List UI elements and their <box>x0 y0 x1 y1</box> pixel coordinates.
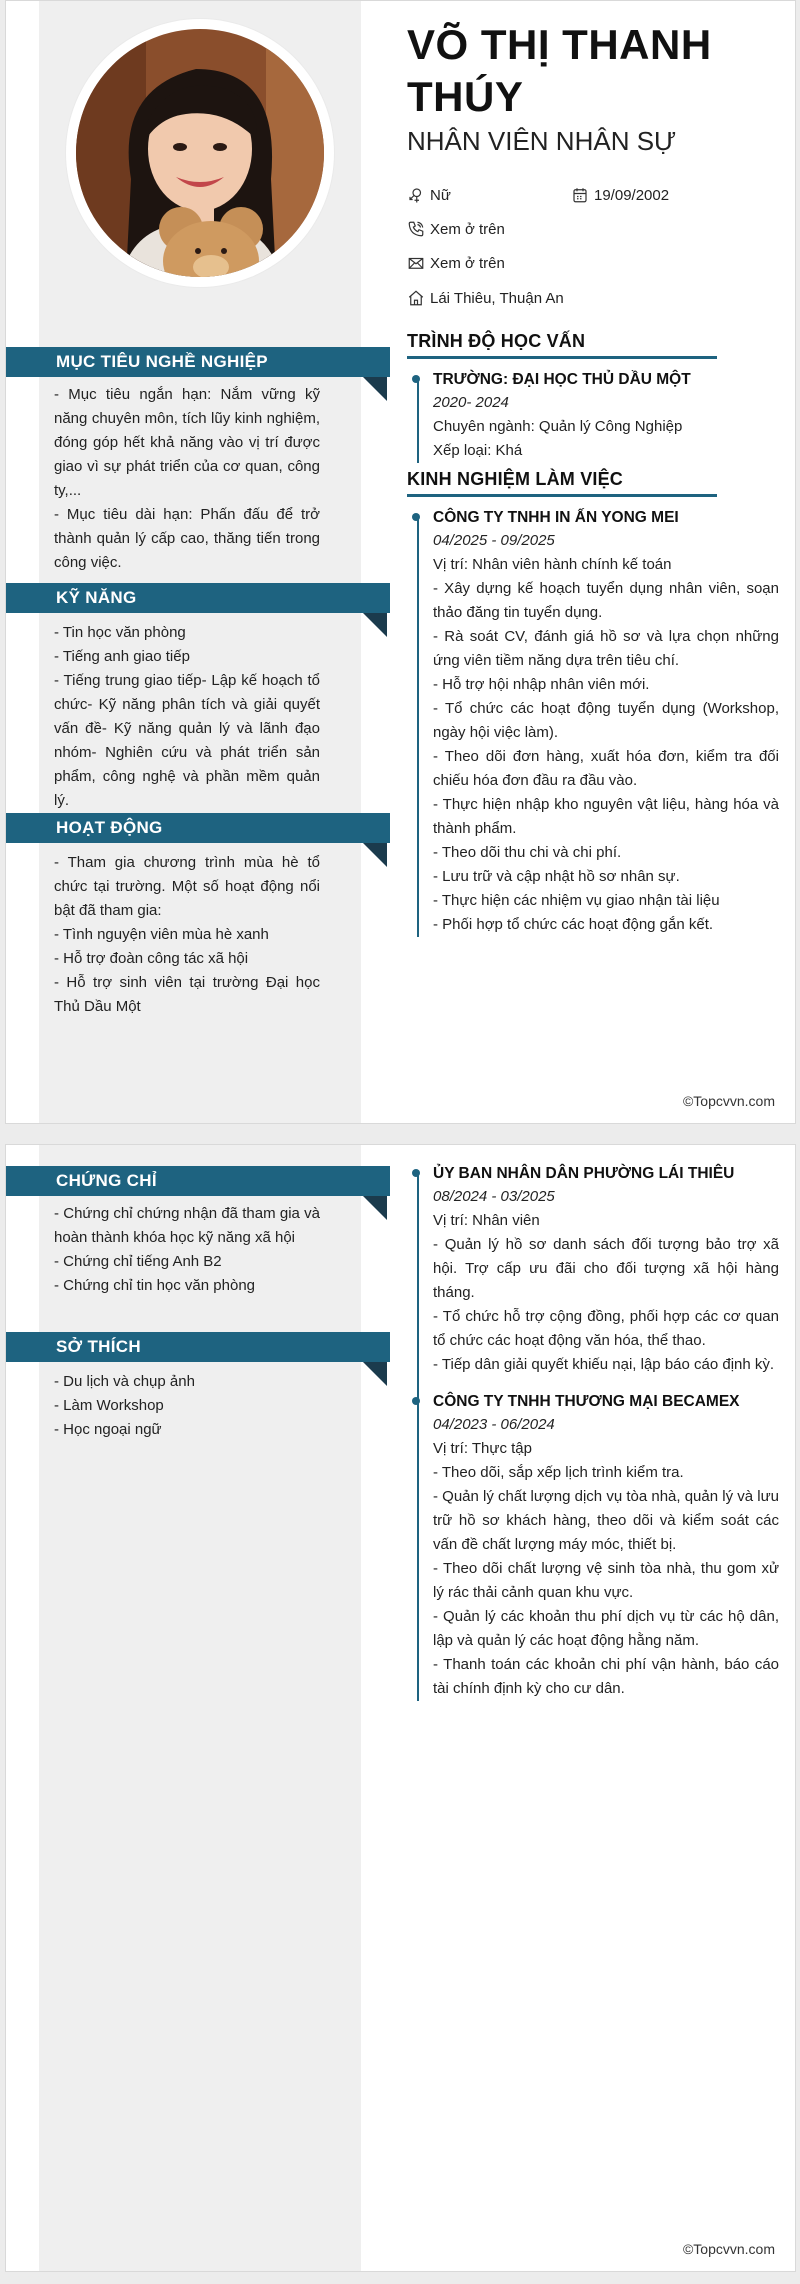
experience-line: Vị trí: Nhân viên <box>433 1212 540 1229</box>
activities-line: - Tham gia chương trình mùa hè tổ chức tại trường. Một số hoạt động nổi bật đã tham gia: <box>54 854 320 919</box>
cv-page-1 <box>5 0 796 1124</box>
section-band-hobbies: SỞ THÍCH <box>6 1332 390 1362</box>
experience-line: - Quản lý chất lượng dịch vụ tòa nhà, quản lý và lưu trữ hồ sơ khách hàng, theo dõi và kiểm soát các vấn đề chất lượng máy móc, thiết bị. <box>433 1488 779 1553</box>
info-email <box>407 254 505 272</box>
experience-line: Vị trí: Thực tập <box>433 1440 532 1457</box>
education-date: 2020- 2024 <box>433 394 509 411</box>
activities-text <box>54 851 320 1019</box>
section-band-certificates: CHỨNG CHỈ <box>6 1166 390 1196</box>
calendar-icon <box>571 186 589 204</box>
experience-line: - Tổ chức hỗ trợ cộng đồng, phối hợp các cơ quan tổ chức các hoạt động văn hóa, thể thao. <box>433 1308 779 1349</box>
band-fold-skills <box>363 613 387 637</box>
objective-line: - Mục tiêu dài hạn: Phấn đấu để trở thành quản lý cấp cao, thăng tiến trong công việc. <box>54 506 320 571</box>
education-timeline <box>407 369 779 463</box>
timeline-dot <box>412 1169 420 1177</box>
section-band-skills: KỸ NĂNG <box>6 583 390 613</box>
candidate-title: NHÂN VIÊN NHÂN SỰ <box>407 126 677 156</box>
experience-line: - Xây dựng kế hoạch tuyển dụng nhân viên, soạn thảo đăng tin tuyển dụng. <box>433 580 779 621</box>
experience-line: - Theo dõi chất lượng vệ sinh tòa nhà, thu gom xử lý rác thải cảnh quan khu vực. <box>433 1560 779 1601</box>
experience-line: - Theo dõi đơn hàng, xuất hóa đơn, kiểm tra đối chiếu hóa đơn đầu ra đầu vào. <box>433 748 779 789</box>
info-address <box>407 289 564 307</box>
education-line: Xếp loại: Khá <box>433 442 523 459</box>
email-value: Xem ở trên <box>430 254 505 272</box>
company-name: CÔNG TY TNHH THƯƠNG MẠI BECAMEX <box>433 1393 740 1410</box>
band-fold-activities <box>363 843 387 867</box>
experience-line: - Lưu trữ và cập nhật hồ sơ nhân sự. <box>433 868 680 885</box>
education-title: TRÌNH ĐỘ HỌC VẤN <box>407 331 717 359</box>
experience-entry <box>433 1391 779 1701</box>
certificates-text <box>54 1202 320 1298</box>
footer-watermark: ©Topcvvn.com <box>682 2241 775 2257</box>
skills-line: - Tiếng anh giao tiếp <box>54 648 190 665</box>
experience-entry <box>433 1163 779 1377</box>
hobbies-line: - Du lịch và chụp ảnh <box>54 1373 195 1390</box>
school-name: TRƯỜNG: ĐẠI HỌC THỦ DẦU MỘT <box>433 371 691 388</box>
experience-section-continued <box>407 1163 779 1709</box>
phone-icon <box>407 220 425 238</box>
experience-date: 04/2025 - 09/2025 <box>433 532 555 549</box>
experience-timeline-1 <box>407 507 779 937</box>
experience-title: KINH NGHIỆM LÀM VIỆC <box>407 469 717 497</box>
birthday-value: 19/09/2002 <box>594 186 670 204</box>
info-phone <box>407 220 505 238</box>
experience-date: 04/2023 - 06/2024 <box>433 1416 555 1433</box>
hobbies-line: - Học ngoại ngữ <box>54 1421 162 1438</box>
gender-icon <box>407 186 425 204</box>
experience-line: - Thực hiện nhập kho nguyên vật liệu, hàng hóa và thành phẩm. <box>433 796 779 837</box>
education-section <box>407 331 779 471</box>
activities-line: - Hỗ trợ sinh viên tại trường Đại học Thủ Dầu Một <box>54 974 320 1015</box>
experience-section <box>407 469 779 945</box>
certificates-line: - Chứng chỉ chứng nhận đã tham gia và hoàn thành khóa học kỹ năng xã hội <box>54 1205 320 1246</box>
company-name: ỦY BAN NHÂN DÂN PHƯỜNG LÁI THIÊU <box>433 1165 735 1182</box>
experience-timeline-2 <box>407 1163 779 1701</box>
hobbies-text <box>54 1370 320 1442</box>
info-gender <box>407 186 451 204</box>
experience-line: - Theo dõi thu chi và chi phí. <box>433 844 622 861</box>
home-icon <box>407 289 425 307</box>
activities-line: - Hỗ trợ đoàn công tác xã hội <box>54 950 249 967</box>
header-block <box>407 19 779 157</box>
certificates-line: - Chứng chỉ tiếng Anh B2 <box>54 1253 222 1270</box>
phone-value: Xem ở trên <box>430 220 505 238</box>
experience-line: - Thanh toán các khoản chi phí vận hành, báo cáo tài chính định kỳ cho cư dân. <box>433 1656 779 1697</box>
timeline-dot <box>412 375 420 383</box>
skills-line: - Tin học văn phòng <box>54 624 186 641</box>
experience-date: 08/2024 - 03/2025 <box>433 1188 555 1205</box>
band-fold-hobbies <box>363 1362 387 1386</box>
hobbies-line: - Làm Workshop <box>54 1397 164 1414</box>
sidebar <box>39 1145 361 2271</box>
cv-page-2 <box>5 1144 796 2272</box>
activities-line: - Tình nguyện viên mùa hè xanh <box>54 926 269 943</box>
experience-line: - Theo dõi, sắp xếp lịch trình kiểm tra. <box>433 1464 684 1481</box>
address-value: Lái Thiêu, Thuận An <box>430 289 564 307</box>
company-name: CÔNG TY TNHH IN ẤN YONG MEI <box>433 509 679 526</box>
timeline-dot <box>412 513 420 521</box>
avatar-frame <box>66 19 334 287</box>
timeline-dot <box>412 1397 420 1405</box>
band-fold-objective <box>363 377 387 401</box>
skills-line: - Tiếng trung giao tiếp- Lập kế hoạch tổ chức- Kỹ năng phân tích và giải quyết vấn đề- Kỹ năng quản lý và lãnh đạo nhóm- Nghiên cứu và phát triển sản phẩm, công nghệ và phần mềm quản lý. <box>54 672 320 809</box>
info-birthday <box>571 186 669 204</box>
candidate-name: VÕ THỊ THANH THÚY <box>407 21 712 120</box>
education-line: Chuyên ngành: Quản lý Công Nghiệp <box>433 418 683 435</box>
experience-line: - Quản lý các khoản thu phí dịch vụ từ các hộ dân, lập và quản lý các hoạt động hằng năm. <box>433 1608 779 1649</box>
certificates-line: - Chứng chỉ tin học văn phòng <box>54 1277 255 1294</box>
avatar <box>76 29 324 277</box>
education-entry <box>433 369 779 463</box>
experience-entry <box>433 507 779 937</box>
experience-line: - Tiếp dân giải quyết khiếu nại, lập báo cáo định kỳ. <box>433 1356 775 1373</box>
footer-watermark: ©Topcvvn.com <box>682 1093 775 1109</box>
experience-line: - Hỗ trợ hội nhập nhân viên mới. <box>433 676 650 693</box>
section-band-objective: MỤC TIÊU NGHỀ NGHIỆP <box>6 347 390 377</box>
experience-line: - Phối hợp tổ chức các hoạt động gắn kết. <box>433 916 714 933</box>
experience-line: Vị trí: Nhân viên hành chính kế toán <box>433 556 672 573</box>
experience-line: - Thực hiện các nhiệm vụ giao nhận tài liệu <box>433 892 720 909</box>
band-fold-certificates <box>363 1196 387 1220</box>
section-band-activities: HOẠT ĐỘNG <box>6 813 390 843</box>
objective-text <box>54 383 320 575</box>
objective-line: - Mục tiêu ngắn hạn: Nắm vững kỹ năng chuyên môn, tích lũy kinh nghiệm, đóng góp hết khả năng vào vị trí được giao vì sự phát triển của cơ quan, công ty,... <box>54 386 320 499</box>
gender-value: Nữ <box>430 186 451 204</box>
experience-line: - Tổ chức các hoạt động tuyển dụng (Workshop, ngày hội việc làm). <box>433 700 779 741</box>
experience-line: - Quản lý hồ sơ danh sách đối tượng bảo trợ xã hội. Trợ cấp ưu đãi cho đối tượng xã hội hàng tháng. <box>433 1236 779 1301</box>
skills-text <box>54 621 320 813</box>
experience-line: - Rà soát CV, đánh giá hồ sơ và lựa chọn những ứng viên tiềm năng dựa trên tiêu chí. <box>433 628 779 669</box>
mail-icon <box>407 254 425 272</box>
